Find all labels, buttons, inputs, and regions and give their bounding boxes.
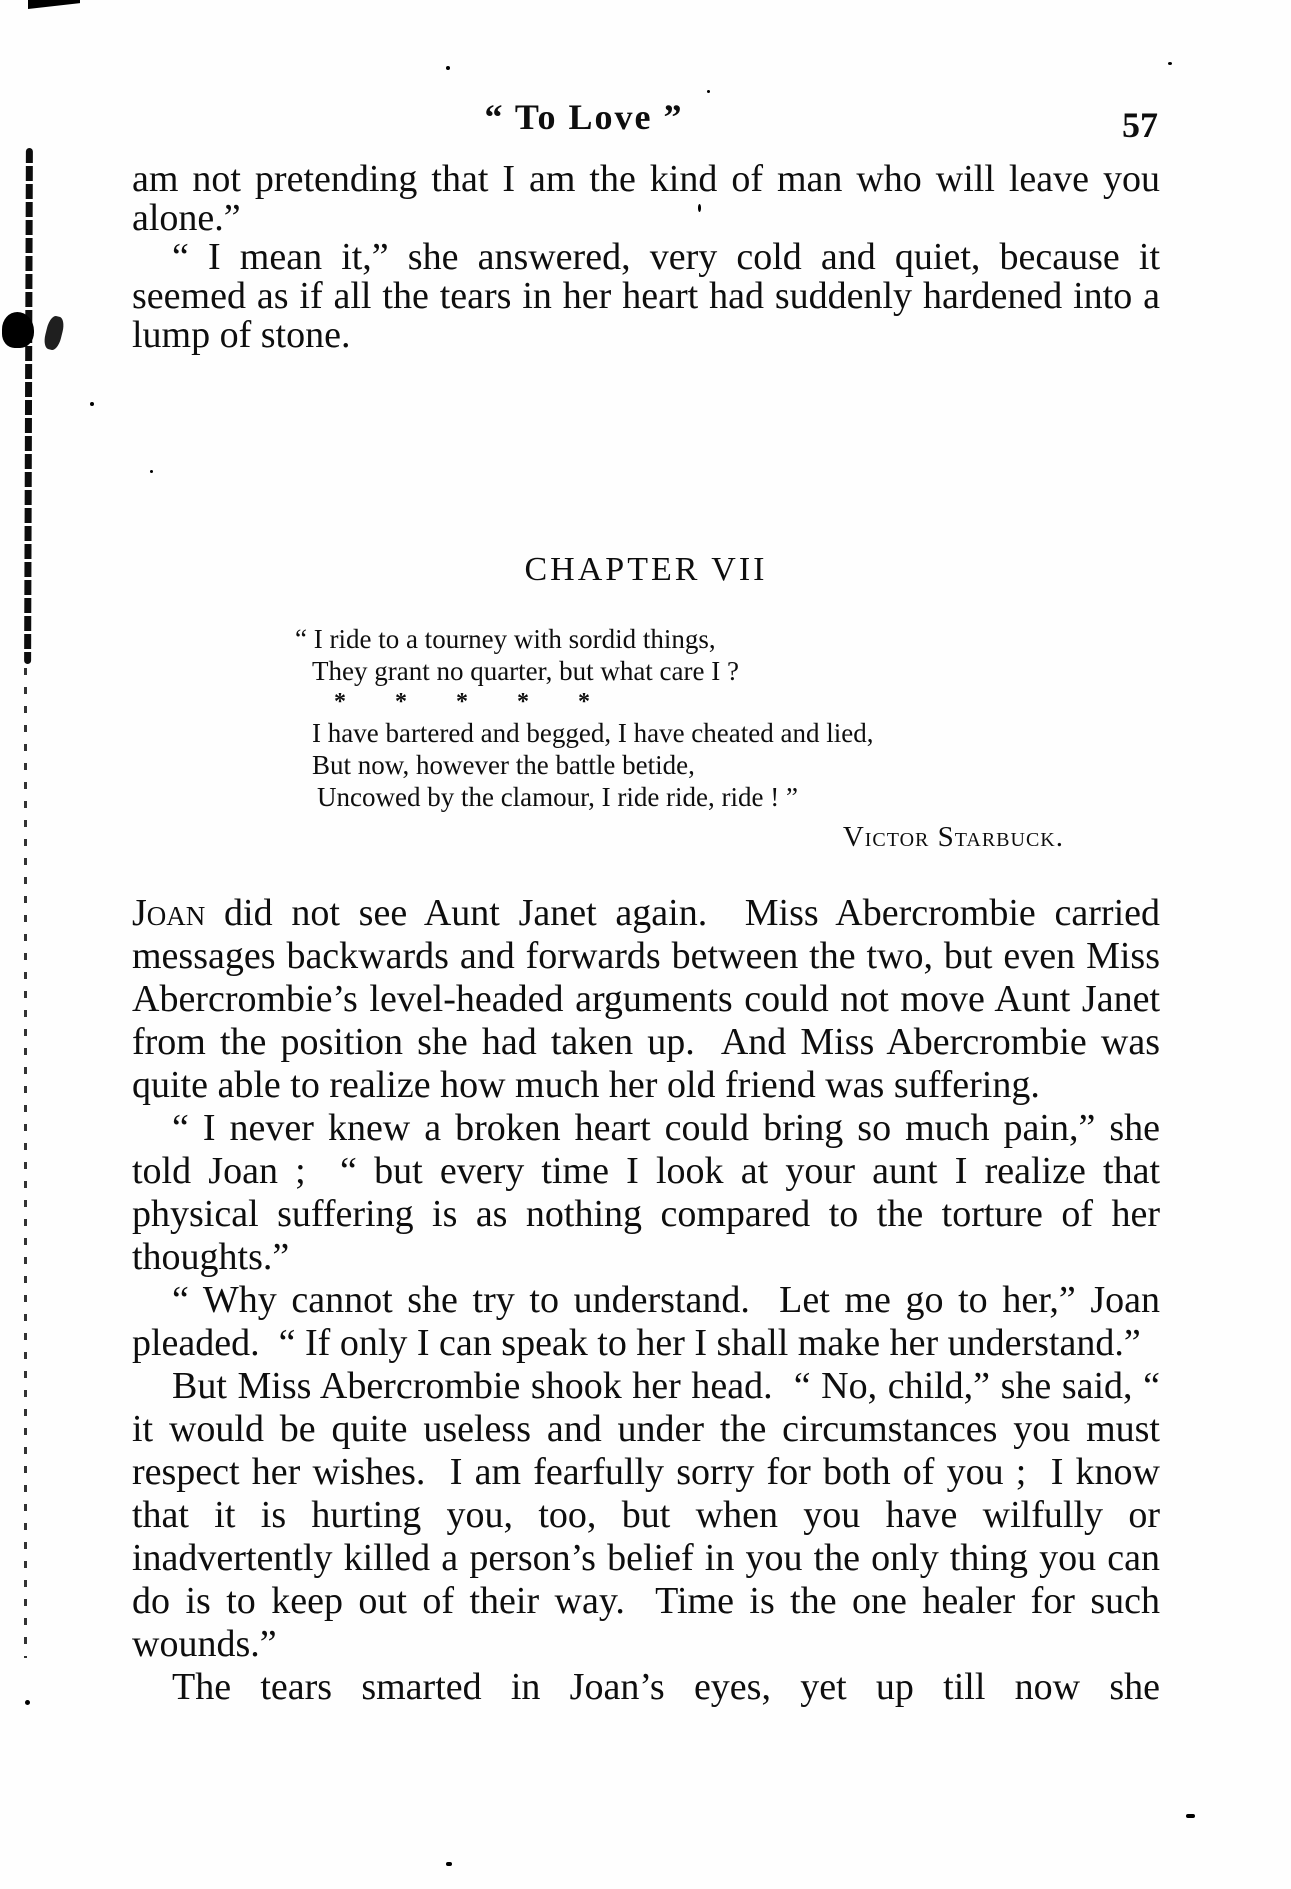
ink-speck	[707, 90, 710, 93]
page-content	[132, 96, 1170, 1709]
ink-smudge-artifact	[42, 315, 66, 352]
asterisk-separator	[334, 687, 590, 717]
running-title: “ To Love ”	[484, 97, 684, 137]
lead-word-smallcaps: Joan	[132, 892, 206, 934]
ink-streak-artifact	[24, 668, 27, 1658]
body-paragraph: “ I never knew a broken heart could bring so much pain,” she told Joan ; “ but every time I look at your aunt I realize that physical suffering is as nothing compared to the torture of her thoughts.”	[132, 1107, 1170, 1278]
epigraph-line: “ I ride to a tourney with sordid things,	[295, 624, 716, 654]
star-glyph: *	[334, 689, 346, 715]
star-glyph: *	[456, 689, 468, 715]
body-paragraph: “ Why cannot she try to understand. Let me go to her,” Joan pleaded. “ If only I can speak to her I shall make her understand.”	[132, 1279, 1170, 1364]
body-paragraph	[132, 892, 1170, 1107]
epigraph-attribution: Victor Starbuck.	[842, 821, 1064, 853]
epigraph-line: They grant no quarter, but what care I ?	[312, 656, 739, 686]
paragraph-text: did not see Aunt Janet again. Miss Abercrombie carried messages backwards and forwards between the two, but even Miss Abercrombie’s level-headed arguments could not move Aunt Janet from the position she had taken up. And Miss Abercrombie was quite able to realize how much her old friend was suffering.	[132, 892, 1170, 1106]
ink-wedge-artifact	[28, 0, 80, 9]
ink-speck	[446, 66, 450, 70]
ink-blob-artifact	[2, 312, 34, 348]
intro-paragraph: “ I mean it,” she answered, very cold and quiet, because it seemed as if all the tears in her heart had suddenly hardened into a lump of stone.	[132, 236, 1170, 356]
epigraph	[295, 623, 1160, 813]
epigraph-line: Uncowed by the clamour, I ride ride, ride ! ”	[317, 782, 798, 812]
ink-speck	[25, 1700, 30, 1705]
ink-speck	[1186, 1814, 1195, 1818]
epigraph-line: I have bartered and begged, I have cheated and lied,	[312, 718, 874, 748]
star-glyph: *	[517, 689, 529, 715]
ink-speck	[90, 402, 94, 406]
page-header	[132, 96, 1160, 144]
intro-continuation	[132, 158, 1170, 356]
body-paragraph: The tears smarted in Joan’s eyes, yet up till now she	[172, 1666, 1160, 1708]
ink-speck	[1168, 62, 1172, 65]
page-number: 57	[1122, 105, 1158, 145]
intro-paragraph: am not pretending that I am the kind of man who will leave you alone.”	[132, 158, 1170, 239]
ink-speck	[446, 1862, 452, 1866]
star-glyph: *	[395, 689, 407, 715]
chapter-body	[132, 892, 1170, 1709]
ink-streak-artifact	[24, 148, 33, 664]
star-glyph: *	[578, 689, 590, 715]
body-paragraph: But Miss Abercrombie shook her head. “ No, child,” she said, “ it would be quite useless and under the circumstances you must respect her wishes. I am fearfully sorry for both of you ; I know that it is hurting you, too, but when you have wilfully or inadvertently killed a person’s belief in you the only thing you can do is to keep out of their way. Time is the one healer for such wounds.”	[132, 1365, 1170, 1665]
epigraph-line: But now, however the battle betide,	[312, 750, 695, 780]
chapter-heading: CHAPTER VII	[524, 551, 768, 588]
